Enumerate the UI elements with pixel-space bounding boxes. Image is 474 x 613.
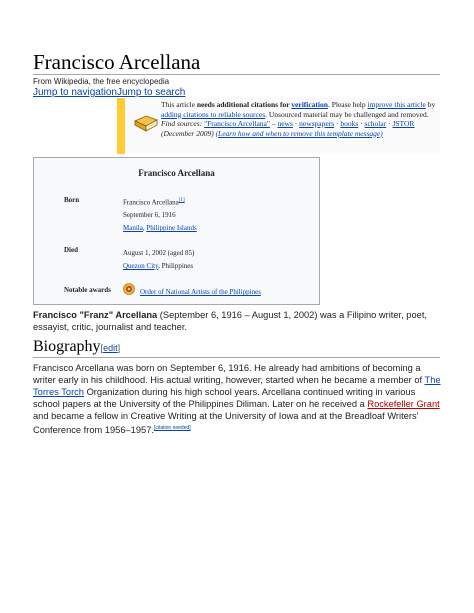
bio-text-2: Organization during his high school years. Arcellana continued writing in various school papers at the University of the Philippines Diliman. Later on he received a: [33, 387, 416, 409]
find-sources-label: Find sources:: [161, 119, 203, 128]
news-link[interactable]: news: [277, 119, 293, 128]
bio-text-1: Francisco Arcellana was born on September 6, 1916. He already had ambitions of becoming a writer early in his childhood. His actual writing, however, started when he became a member of: [33, 363, 425, 385]
sep-1: –: [269, 119, 278, 128]
notice-text-2: . Please help: [327, 100, 368, 109]
biography-heading: [33, 338, 120, 356]
born-date: September 6, 1916: [123, 211, 176, 219]
born-name-text: Francisco Arcellana: [123, 198, 179, 207]
edit-link[interactable]: edit: [103, 343, 118, 353]
died-place-rest: , Philippines: [158, 262, 194, 270]
infobox-title: Francisco Arcellana: [138, 168, 215, 178]
scholar-link[interactable]: scholar: [364, 119, 387, 128]
citation-needed-link[interactable]: [citation needed]: [153, 425, 191, 431]
biography-paragraph: [33, 362, 443, 436]
edit-open: [: [100, 343, 104, 353]
born-place: [123, 224, 197, 232]
notice-text-1: This article: [161, 100, 197, 109]
site-subtitle: From Wikipedia, the free encyclopedia: [33, 77, 170, 86]
improve-article-link[interactable]: improve this article: [367, 100, 426, 109]
biography-divider: [33, 357, 440, 358]
awards-value: [140, 288, 261, 296]
notice-text-4: . Unsourced material may be challenged and removed.: [265, 109, 429, 119]
intro-paragraph: [33, 309, 443, 333]
dot-3: ·: [358, 119, 365, 128]
jstor-link[interactable]: JSTOR: [392, 119, 415, 128]
awards-label: Notable awards: [64, 286, 111, 294]
born-label: Born: [64, 196, 80, 204]
torres-torch-link[interactable]: The Torres Torch: [33, 375, 441, 397]
died-date: August 1, 2002 (aged 85): [123, 249, 195, 257]
adding-citations-link[interactable]: adding citations to reliable sources: [161, 109, 266, 119]
book-icon: [133, 114, 159, 134]
edit-close: ]: [117, 343, 121, 353]
find-query-link[interactable]: "Francisco Arcellana": [204, 119, 270, 128]
jump-to-search-link[interactable]: Jump to search: [116, 87, 186, 98]
edit-section: [101, 343, 121, 353]
biography-heading-text: Biography: [33, 338, 101, 355]
died-place: [123, 262, 193, 270]
jump-to-navigation-link[interactable]: Jump to navigation: [33, 87, 117, 98]
citation-notice: [117, 98, 440, 154]
newspapers-link[interactable]: newspapers: [299, 119, 335, 128]
books-link[interactable]: books: [340, 119, 359, 128]
born-ref-link[interactable]: [1]: [178, 198, 185, 203]
born-name: [123, 198, 185, 206]
notice-text-bold: needs additional citations for: [196, 100, 292, 109]
notice-message: [161, 100, 441, 138]
died-label: Died: [64, 246, 78, 254]
national-artists-link[interactable]: Order of National Artists of the Philippines: [140, 288, 261, 296]
bio-text-3: and became a fellow in Creative Writing at the University of Iowa and at the Breadloaf Writers' Conference from 1956–1957.: [33, 411, 419, 436]
rockefeller-grant-link[interactable]: Rockefeller Grant: [367, 399, 440, 409]
notice-text-3: by: [425, 100, 436, 109]
page-title: Francisco Arcellana: [33, 50, 201, 74]
intro-bold: Francisco "Franz" Arcellana: [33, 310, 158, 320]
manila-link[interactable]: Manila: [123, 224, 143, 232]
intro-rest: (September 6, 1916 – August 1, 2002) was a Filipino writer, poet, essayist, critic, journalist and teacher.: [33, 310, 427, 332]
order-medal-icon: [123, 283, 135, 295]
jump-links: [33, 87, 185, 98]
title-divider: [33, 74, 440, 75]
learn-remove-link[interactable]: (Learn how and when to remove this template message): [215, 128, 383, 138]
philippine-islands-link[interactable]: Philippine Islands: [146, 224, 197, 232]
dot-2: ·: [334, 119, 341, 128]
notice-date: (December 2009): [161, 128, 216, 138]
dot-4: ·: [386, 119, 393, 128]
dot-1: ·: [292, 119, 300, 128]
infobox: [33, 157, 320, 305]
quezon-city-link[interactable]: Quezon City: [123, 262, 159, 270]
born-place-sep: ,: [142, 224, 147, 232]
verification-link[interactable]: verification: [291, 100, 328, 109]
